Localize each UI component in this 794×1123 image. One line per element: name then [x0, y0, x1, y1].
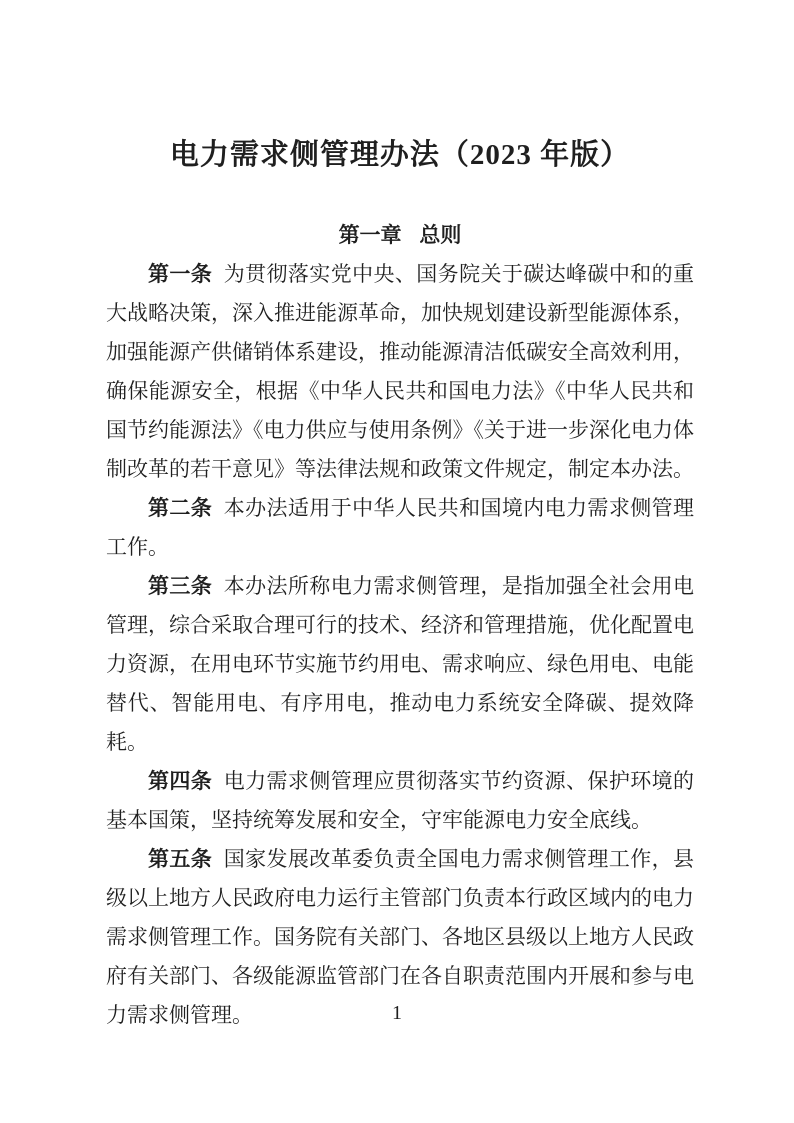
article-5-text: 国家发展改革委负责全国电力需求侧管理工作，县级以上地方人民政府电力运行主管部门负责本行政区域内的电力需求侧管理工作。国务院有关部门、各地区县级以上地方人民政府有关部门、各级能源监管部门在各自职责范围内开展和参与电力需求侧管理。 [106, 847, 695, 1027]
article-4-label: 第四条 [148, 769, 213, 793]
article-2-text: 本办法适用于中华人民共和国境内电力需求侧管理工作。 [106, 496, 695, 559]
article-3-label: 第三条 [148, 574, 213, 598]
article-3-paragraph [106, 567, 694, 762]
article-2-label: 第二条 [148, 496, 213, 520]
article-3-text: 本办法所称电力需求侧管理，是指加强全社会用电管理，综合采取合理可行的技术、经济和管理措施，优化配置电力资源，在用电环节实施节约用电、需求响应、绿色用电、电能替代、智能用电、有序用电，推动电力系统安全降碳、提效降耗。 [106, 574, 695, 754]
article-5-label: 第五条 [148, 847, 213, 871]
article-1-paragraph [106, 255, 694, 489]
article-1-label: 第一条 [148, 262, 213, 286]
article-1-text: 为贯彻落实党中央、国务院关于碳达峰碳中和的重大战略决策，深入推进能源革命，加快规划建设新型能源体系，加强能源产供储销体系建设，推动能源清洁低碳安全高效利用，确保能源安全，根据《中华人民共和国电力法》《中华人民共和国节约能源法》《电力供应与使用条例》《关于进一步深化电力体制改革的若干意见》等法律法规和政策文件规定，制定本办法。 [106, 262, 695, 481]
document-title: 电力需求侧管理办法（2023 年版） [169, 139, 631, 171]
article-4-paragraph [106, 762, 694, 840]
article-2-paragraph [106, 489, 694, 567]
page-number: 1 [392, 1002, 402, 1024]
chapter-heading: 第一章 总则 [338, 223, 462, 247]
article-4-text: 电力需求侧管理应贯彻落实节约资源、保护环境的基本国策，坚持统筹发展和安全，守牢能源电力安全底线。 [106, 769, 695, 832]
